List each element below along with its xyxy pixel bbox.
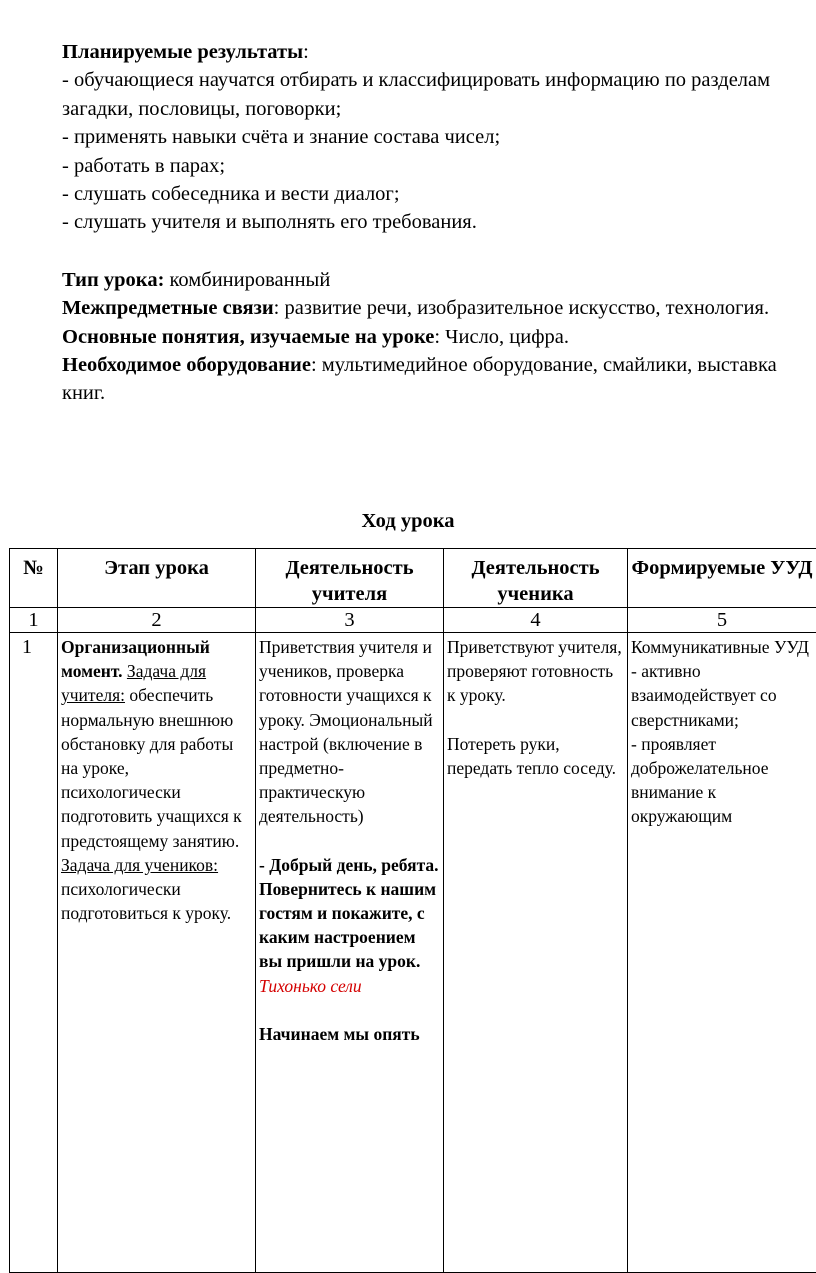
equipment: Необходимое оборудование: мультимедийное оборудование, смайлики, выставка книг. (62, 351, 812, 408)
header-number: № (10, 549, 58, 608)
task-students-text: психологически подготовиться к уроку. (61, 879, 231, 923)
uud-cell (628, 633, 816, 1273)
planned-item: - работать в парах; (62, 152, 812, 180)
stage-cell (58, 633, 256, 1273)
table-header-row (10, 549, 816, 608)
lesson-type: Тип урока: комбинированный (62, 266, 812, 294)
uud-item: - активно взаимодействует со сверстниками; (631, 661, 777, 729)
teacher-instruction: Тихонько сели (259, 976, 362, 996)
planned-item: - слушать собеседника и вести диалог; (62, 180, 812, 208)
teacher-speech-2: Начинаем мы опять (259, 1024, 420, 1044)
planned-results-heading: Планируемые результаты: (62, 38, 812, 66)
planned-item: - применять навыки счёта и знание состава чисел; (62, 123, 812, 151)
column-number: 3 (256, 608, 444, 633)
planned-item: - слушать учителя и выполнять его требования. (62, 208, 812, 236)
uud-item: - проявляет доброжелательное внимание к окружающим (631, 734, 769, 827)
task-students-label: Задача для учеников: (61, 855, 218, 875)
student-activity-text: Приветствуют учителя, проверяют готовность к уроку. (447, 637, 622, 705)
column-number: 2 (58, 608, 256, 633)
column-number: 1 (10, 608, 58, 633)
header-teacher-activity: Деятельность учителя (256, 549, 444, 608)
teacher-activity-cell (256, 633, 444, 1273)
lesson-plan-header (62, 38, 812, 408)
table-number-row (10, 608, 816, 633)
student-activity-cell (444, 633, 628, 1273)
student-activity-text-2: Потереть руки, передать тепло соседу. (447, 734, 616, 778)
lesson-table (9, 548, 816, 1273)
planned-item: - обучающиеся научатся отбирать и классифицировать информацию по разделам загадки, пословицы, поговорки; (62, 66, 812, 123)
task-teacher-text: обеспечить нормальную внешнюю обстановку для работы на уроке, психологически подготовить учащихся к предстоящему занятию. (61, 685, 242, 850)
row-number: 1 (10, 633, 58, 1273)
header-stage: Этап урока (58, 549, 256, 608)
teacher-activity-text: Приветствия учителя и учеников, проверка готовности учащихся к уроку. Эмоциональный настрой (включение в предметно-практическую деятельность) (259, 637, 433, 826)
lesson-course-title: Ход урока (0, 510, 816, 533)
basic-concepts: Основные понятия, изучаемые на уроке: Число, цифра. (62, 323, 812, 351)
header-student-activity: Деятельность ученика (444, 549, 628, 608)
planned-results-label: Планируемые результаты (62, 41, 303, 63)
teacher-speech: - Добрый день, ребята. Повернитесь к нашим гостям и покажите, с каким настроением вы пришли на урок. (259, 855, 439, 972)
header-uud: Формируемые УУД (628, 549, 816, 608)
table-row (10, 633, 816, 1273)
task-teacher-label: Задача для учителя: (61, 661, 206, 705)
column-number: 4 (444, 608, 628, 633)
interdisciplinary-links: Межпредметные связи: развитие речи, изобразительное искусство, технология. (62, 294, 812, 322)
stage-title: Организационный момент. (61, 637, 210, 681)
uud-title: Коммуникативные УУД (631, 637, 809, 657)
column-number: 5 (628, 608, 816, 633)
